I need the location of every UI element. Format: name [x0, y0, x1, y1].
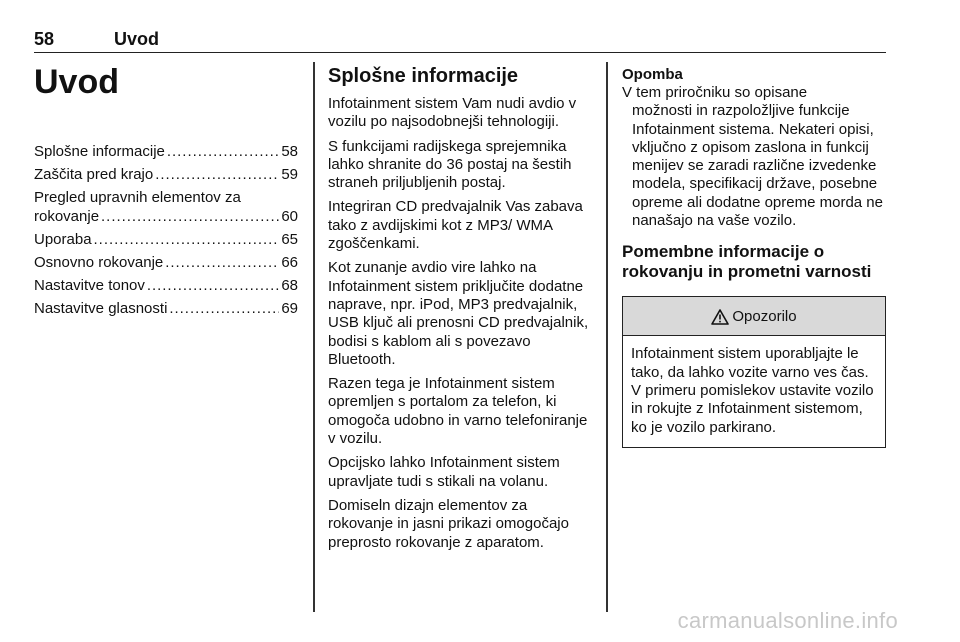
note-title: Opomba	[622, 66, 683, 83]
toc-label: Splošne informacije	[34, 143, 165, 160]
toc-page-number: 58	[281, 143, 298, 160]
notes-column	[622, 66, 886, 448]
toc-dot-leader	[169, 299, 279, 318]
toc-page-number: 66	[281, 254, 298, 271]
toc-dot-leader	[167, 142, 279, 161]
toc-dot-leader	[147, 276, 279, 295]
warning-label: Opozorilo	[732, 307, 797, 325]
toc-label: Zaščita pred krajo	[34, 166, 154, 183]
paragraph: Infotainment sistem Vam nudi avdio v vozilu po najsodobnejši tehnologiji.	[328, 95, 577, 131]
header-section-title: Uvod	[114, 29, 159, 49]
general-info-heading: Splošne informacije	[328, 65, 519, 87]
toc-page-number: 60	[281, 208, 298, 225]
paragraph: Kot zunanje avdio vire lahko na Infotainment sistem priključite dodatne naprave, npr. iPod, MP3 predvajalnik, USB ključ ali prenosni CD predvajalnik, bodisi s kablom ali s povezavo Bluetooth.	[328, 259, 589, 368]
note-body	[622, 84, 886, 230]
toc-label: rokovanje	[34, 208, 100, 225]
paragraph: Opcijsko lahko Infotainment sistem upravljate tudi s stikali na volanu.	[328, 454, 560, 490]
toc-item-volume[interactable]	[34, 299, 298, 318]
column-divider-left	[313, 62, 315, 612]
toc-label: Uporaba	[34, 231, 92, 248]
toc-column	[34, 62, 298, 322]
toc-dot-leader	[94, 230, 280, 249]
paragraph: Integriran CD predvajalnik Vas zabava tako z avdijskimi kot z MP3/ WMA zgoščenkami.	[328, 198, 583, 253]
warning-triangle-icon	[711, 309, 729, 325]
column-divider-right	[606, 62, 608, 612]
safety-heading: Pomembne informacije o rokovanju in prometni varnosti	[622, 242, 872, 282]
warning-header	[623, 297, 885, 336]
paragraph: Domiseln dizajn elementov za rokovanje in jasni prikazi omogočajo preprosto rokovanje z aparatom.	[328, 496, 569, 551]
toc-item-usage[interactable]	[34, 230, 298, 249]
toc-item-general[interactable]	[34, 142, 298, 161]
toc-page-number: 68	[281, 277, 298, 294]
toc-page-number: 69	[281, 300, 298, 317]
paragraph: S funkcijami radijskega sprejemnika lahko shranite do 36 postaj na šestih straneh priljubljenih postaj.	[328, 137, 572, 192]
chapter-title: Uvod	[34, 63, 119, 101]
toc-label-line1: Pregled upravnih elementov za	[34, 189, 241, 206]
toc-page-number: 65	[281, 231, 298, 248]
toc-item-theft[interactable]	[34, 165, 298, 184]
toc-page-number: 59	[281, 166, 298, 183]
note-text: možnosti in razpoložljive funkcije Infotainment sistema. Nekateri opisi, vključno z opisom zaslona in funkcij menijev se zaradi različne izvedenke modela, specifikacij države, posebne opreme ali dodatne opreme morda ne nanašajo na vaše vozilo.	[632, 102, 883, 230]
warning-box	[622, 296, 886, 447]
toc-label: Nastavitve tonov	[34, 277, 145, 294]
page-number: 58	[34, 29, 55, 49]
table-of-contents	[34, 142, 298, 318]
toc-dot-leader	[165, 253, 279, 272]
toc-item-basic[interactable]	[34, 253, 298, 272]
toc-label: Nastavitve glasnosti	[34, 300, 168, 317]
toc-label: Osnovno rokovanje	[34, 254, 164, 271]
paragraph: Razen tega je Infotainment sistem opremljen s portalom za telefon, ki omogoča udobno in varno telefoniranje v vozilu.	[328, 375, 588, 448]
watermark: carmanualsonline.info	[677, 608, 898, 633]
toc-item-tone[interactable]	[34, 276, 298, 295]
note-first-line: V tem priročniku so opisane	[622, 84, 808, 101]
toc-dot-leader	[101, 207, 279, 226]
general-info-column	[328, 64, 596, 558]
toc-dot-leader	[155, 165, 279, 184]
page-header	[34, 28, 886, 53]
toc-item-controls[interactable]	[34, 188, 298, 226]
warning-text: Infotainment sistem uporabljajte le tako, da lahko vozite varno ves čas. V primeru pomislekov ustavite vozilo in rokujte z Infotainment sistemom, ko je vozilo parkirano.	[631, 345, 874, 436]
